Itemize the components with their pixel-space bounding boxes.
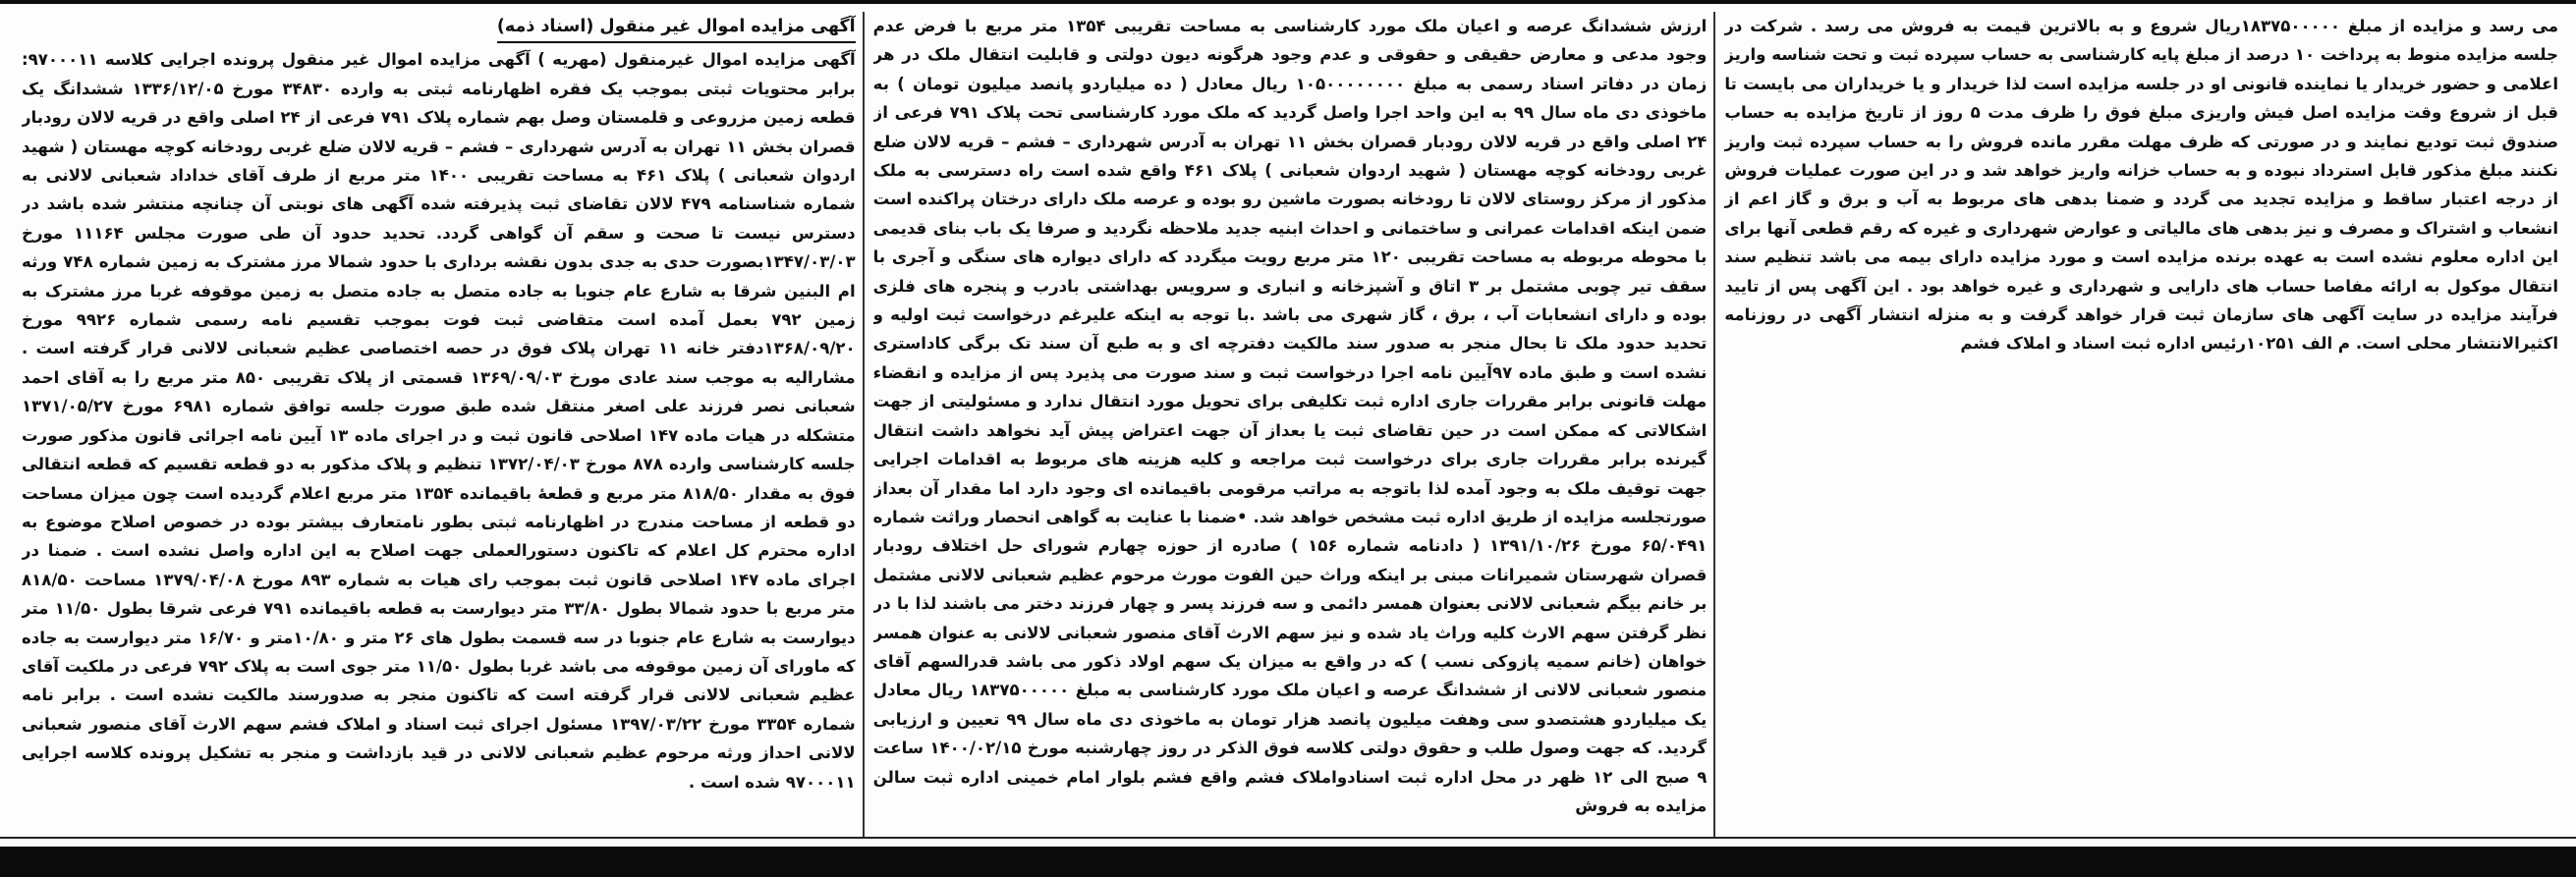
ad-title: آگهی مزایده اموال غیر منقول (اسناد ذمه) <box>497 13 856 43</box>
bottom-border-band <box>0 847 2576 877</box>
ad-column-1-text: آگهی مزایده اموال غیرمنقول (مهریه ) آگهی مزایده اموال غیر منقول پرونده اجرایی کلاسه ۹۷۰۰۰۱۱: برابر محتویات ثبتی بموجب یک فقره اظهارنامه ثبتی به وارده ۳۴۸۳۰ مورخ ۱۳۳۶/۱۲/۰۵ ششدانگ یک قطعه زمین مزروعی و قلمستان وصل بهم شماره پلاک ۷۹۱ فرعی از ۲۴ اصلی واقع در قریه لالان رودبار قصران بخش ۱۱ تهران به آدرس شهرداری – فشم – قریه لالان ضلع غربی رودخانه کوچه مهستان ( شهید اردوان شعبانی ) پلاک ۴۶۱ به مساحت تقریبی ۱۴۰۰ متر مربع از طرف آقای خداداد شعبانی لالانی به شماره شناسنامه ۴۷۹ لالان تقاضای ثبت پذیرفته شده آگهی های نوبتی آن چنانچه منتشر شده باشد در دسترس نیست تا صحت و سقم آن گواهی گردد. تحدید حدود آن طی صورت مجلس ۱۱۱۶۴ مورخ ۱۳۴۷/۰۳/۰۳بصورت حدی به جدی بدون نقشه برداری با حدود شمالا مرز مشترک به زمین شماره ۷۴۸ ورثه ام البنین شرقا به شارع عام جنوبا به جاده متصل به جاده متصل به زمین موقوفه غربا مرز مشترک به زمین ۷۹۲ بعمل آمده است متقاضی ثبت فوت بموجب تقسیم نامه رسمی شماره ۹۹۲۶ مورخ ۱۳۶۸/۰۹/۲۰دفتر خانه ۱۱ تهران پلاک فوق در حصه اختصاصی عظیم شعبانی لالانی قرار گرفته است . مشارالیه به موجب سند عادی مورخ ۱۳۶۹/۰۹/۰۳ قسمتی از پلاک تقریبی ۸۵۰ متر مربع را به آقای احمد شعبانی نصر فرزند علی اصغر منتقل شده طبق صورت جلسه توافق شماره ۶۹۸۱ مورخ ۱۳۷۱/۰۵/۲۷ متشکله در هیات ماده ۱۴۷ اصلاحی قانون ثبت و در اجرای ماده ۱۳ آیین نامه اجرائی قانون مذکور صورت جلسه کارشناسی وارده ۸۷۸ مورخ ۱۳۷۲/۰۴/۰۳ تنظیم و پلاک مذکور به دو قطعه تقسیم که قطعه انتقالی فوق به مقدار ۸۱۸/۵۰ متر مربع و قطعهٔ باقیمانده ۱۳۵۴ متر مربع اعلام گردیده است چون میزان مساحت دو قطعه از مساحت مندرج در اظهارنامه ثبتی بطور نامتعارف بیشتر بوده در خصوص اصلاح موضوع به اداره محترم کل اعلام که تاکنون دستورالعملی جهت اصلاح به این اداره واصل نشده است . ضمنا در اجرای ماده ۱۴۷ اصلاحی قانون ثبت بموجب رای هیات به شماره ۸۹۳ مورخ ۱۳۷۹/۰۴/۰۸ مساحت ۸۱۸/۵۰ متر مربع با حدود شمالا بطول ۳۳/۸۰ متر دیوارست به قطعه باقیمانده ۷۹۱ فرعی شرقا بطول ۱۱/۵۰ متر دیوارست به شارع عام جنوبا در سه قسمت بطول های ۲۶ متر و ۱۰/۸۰متر و ۱۶/۷۰ متر دیوارست به جاده که ماورای آن زمین موقوفه می باشد غربا بطول ۱۱/۵۰ متر جوی است به پلاک ۷۹۲ فرعی در ملکیت آقای عظیم شعبانی لالانی قرار گرفته است که تاکنون منجر به صدورسند مالکیت نشده است . برابر نامه شماره ۳۳۵۴ مورخ ۱۳۹۷/۰۳/۲۲ مسئول اجرای ثبت اسناد و املاک فشم سهم الارث آقای منصور شعبانی لالانی احداز ورثه مرحوم عظیم شعبانی لالانی در قید بازداشت و منجر به تشکیل پرونده کلاسه اجرایی ۹۷۰۰۰۱۱ شده است . <box>22 50 856 792</box>
ad-columns <box>22 12 2558 839</box>
column-divider <box>863 12 865 839</box>
ad-column-1 <box>22 12 856 839</box>
ad-column-2-text: ارزش ششدانگ عرصه و اعیان ملک مورد کارشناسی به مساحت تقریبی ۱۳۵۴ متر مربع با فرض عدم وجود مدعی و معارض حقیقی و حقوقی و عدم وجود هرگونه دیون دولتی و قابلیت انتقال ملک در هر زمان در دفاتر اسناد رسمی به مبلغ ۱۰۵۰۰۰۰۰۰۰۰ ریال معادل ( ده میلیاردو پانصد میلیون تومان ) به ماخوذی دی ماه سال ۹۹ به این واحد اجرا واصل گردید که ملک مورد کارشناسی تحت پلاک ۷۹۱ فرعی از ۲۴ اصلی واقع در قریه لالان رودبار قصران بخش ۱۱ تهران به آدرس شهرداری – فشم – قریه لالان ضلع غربی رودخانه کوچه مهستان ( شهید اردوان شعبانی ) پلاک ۴۶۱ واقع شده است راه دسترسی به ملک مذکور از مرکز روستای لالان تا رودخانه بصورت ماشین رو بوده و عرصه ملک دارای درختان پراکنده است ضمن اینکه اقدامات عمرانی و ساختمانی و احداث ابنیه جدید ملاحظه نگردید و صرفا یک باب بنای قدیمی با محوطه مربوطه به مساحت تقریبی ۱۲۰ متر مربع رویت میگردد که دارای دیواره های سنگی و آجری با سقف تیر چوبی مشتمل بر ۳ اتاق و آشپزخانه و انباری و سرویس بهداشتی بادرب و پنجره های فلزی بوده و دارای انشعابات آب ، برق ، گاز شهری می باشد .با توجه به اینکه علیرغم درخواست ثبت اولیه و تحدید حدود ملک تا بحال منجر به صدور سند مالکیت دفترچه ای و به طبع آن سند تک برگی کاداستری نشده است و طبق ماده ۹۷آیین نامه اجرا درخواست ثبت و سند صورت می پذیرد پس از مزایده و انقضاء مهلت قانونی برابر مقررات جاری اداره ثبت تکلیفی برای تحویل مورد انتقال ندارد و مسئولیتی از جهت اشکالاتی که ممکن است در حین تقاضای ثبت یا بعداز آن جهت اعتراض پیش آید نخواهد داشت انتقال گیرنده برابر مقررات جاری برای درخواست ثبت مراجعه و کلیه هزینه های مربوط به اقدامات اجرایی جهت توقیف ملک به وجود آمده لذا باتوجه به مراتب مرقومی باقیمانده ای وجود دارد اما مقدار آن بعداز صورتجلسه مزایده از طریق اداره ثبت مشخص خواهد شد. •ضمنا با عنایت به گواهی انحصار وراثت شماره ۶۵/۰۴۹۱ مورخ ۱۳۹۱/۱۰/۲۶ ( دادنامه شماره ۱۵۶ ) صادره از حوزه چهارم شورای حل اختلاف رودبار قصران شهرستان شمیرانات مبنی بر اینکه وراث حین الفوت مورث مرحوم عظیم شعبانی لالانی مشتمل بر خانم بیگم شعبانی لالانی بعنوان همسر دائمی و سه فرزند پسر و چهار فرزند دختر می باشند لذا با در نظر گرفتن سهم الارث کلیه وراث یاد شده و نیز سهم الارث آقای منصور شعبانی لالانی به عنوان همسر خواهان (خانم سمیه پازوکی نسب ) که در واقع به میزان یک سهم اولاد ذکور می باشد قدرالسهم آقای منصور شعبانی لالانی از ششدانگ عرصه و اعیان ملک مورد کارشناسی به مبلغ ۱۸۳۷۵۰۰۰۰۰ ریال معادل یک میلیاردو هشتصدو سی وهفت میلیون پانصد هزار تومان به ماخوذی دی ماه سال ۹۹ تعیین و ارزیابی گردید. که جهت وصول طلب و حقوق دولتی کلاسه فوق الذکر در روز چهارشنبه مورخ ۱۴۰۰/۰۲/۱۵ ساعت ۹ صبح الی ۱۲ ظهر در محل اداره ثبت اسنادواملاک فشم واقع فشم بلوار امام خمینی اداره ثبت سالن مزایده به فروش <box>872 17 1708 815</box>
bottom-border-line <box>0 837 2576 839</box>
ad-column-3 <box>1724 12 2558 839</box>
column-divider <box>1713 12 1715 839</box>
top-border <box>0 0 2576 4</box>
ad-column-2 <box>873 12 1708 839</box>
ad-column-3-text: می رسد و مزایده از مبلغ ۱۸۳۷۵۰۰۰۰۰ریال شروع و به بالاترین قیمت به فروش می رسد . شرکت در جلسه مزایده منوط به پرداخت ۱۰ درصد از مبلغ پایه کارشناسی به حساب سپرده ثبت و تحت شناسه واریز اعلامی و حضور خریدار یا نماینده قانونی او در جلسه مزایده است لذا خریدار و یا خریداران می بایست تا قبل از شروع وقت مزایده اصل فیش واریزی مبلغ فوق را ظرف مدت ۵ روز از تاریخ مزایده به حساب صندوق ثبت تودیع نمایند و در صورتی که ظرف مهلت مقرر مانده فروش را به حساب سپرده ثبت واریز نکنند مبلغ مذکور قابل استرداد نبوده و به حساب خزانه واریز خواهد شد و در این صورت عملیات فروش از درجه اعتبار ساقط و مزایده تجدید می گردد و ضمنا بدهی های مربوط به آب و برق و گاز اعم از انشعاب و اشتراک و مصرف و نیز بدهی های مالیاتی و عوارض شهرداری و غیره که رقم قطعی آنها برای این اداره معلوم نشده است به عهده برنده مزایده است و مورد مزایده دارای بیمه می باشد تنظیم سند انتقال موکول به ارائه مفاصا حساب های دارایی و شهرداری و غیره خواهد بود . این آگهی پس از تایید فرآیند مزایده در سایت آگهی های سازمان ثبت قرار خواهد گرفت و به منزله انتشار آگهی در روزنامه اکثیرالانتشار محلی است. م الف ۱۰۲۵۱رئیس اداره ثبت اسناد و املاک فشم <box>1724 17 2559 354</box>
